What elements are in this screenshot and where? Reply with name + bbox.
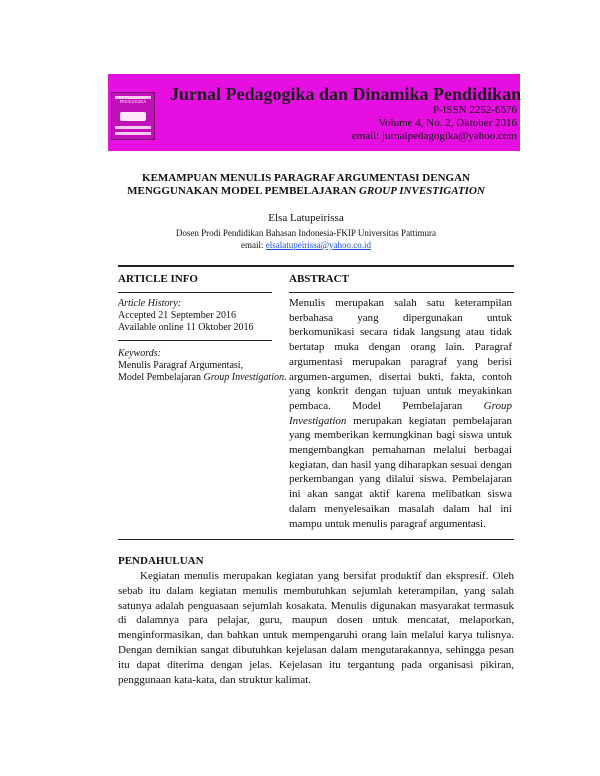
journal-logo <box>111 92 155 140</box>
divider-abstract <box>289 292 514 293</box>
paper-title-line2: MENGGUNAKAN MODEL PEMBELAJARAN GROUP INVESTIGATION <box>127 185 485 197</box>
journal-email: email: jurnalpedagogika@yahoo.com <box>351 130 517 142</box>
author-email: email: elsalatupeirissa@yahoo.co.id <box>240 240 371 250</box>
divider-bottom <box>118 539 514 540</box>
journal-volume: Volume 4, No. 2, Oktober 2016 <box>378 117 517 129</box>
divider-top <box>118 265 514 267</box>
available-date: Available online 11 Oktober 2016 <box>118 322 254 333</box>
pendahuluan-heading: PENDAHULUAN <box>118 555 204 567</box>
history-label: Article History: <box>118 298 182 309</box>
author-email-link[interactable]: elsalatupeirissa@yahoo.co.id <box>265 240 371 250</box>
keywords-label: Keywords: <box>118 348 161 359</box>
journal-logo-text: PEDAGOGIKA <box>119 99 147 104</box>
paper-title-line1: KEMAMPUAN MENULIS PARAGRAF ARGUMENTASI DENGAN <box>142 172 470 184</box>
journal-title: Jurnal Pedagogika dan Dinamika Pendidikan <box>170 84 522 104</box>
article-history <box>118 298 254 334</box>
divider-info <box>118 292 272 293</box>
keywords <box>118 348 288 384</box>
keyword-2: Model Pembelajaran Group Investigation. <box>118 372 287 383</box>
abstract-heading: ABSTRACT <box>289 273 349 285</box>
article-info-heading: ARTICLE INFO <box>118 273 198 285</box>
journal-info <box>352 104 517 143</box>
paper-title <box>100 172 512 198</box>
accepted-date: Accepted 21 September 2016 <box>118 310 237 321</box>
keyword-1: Menulis Paragraf Argumentasi, <box>118 360 244 371</box>
divider-history <box>118 340 272 341</box>
pendahuluan-text: Kegiatan menulis merupakan kegiatan yang bersifat produktif dan ekspresif. Oleh sebab itu dalam kegiatan menulis membutuhkan sejumlah keterampilan, yang salah satunya adalah penguasaan sejumlah kosakata. Menulis digunakan masyarakat termasuk di dalamnya para pelajar, guru, maupun dosen untuk mencatat, melaporkan, menginformasikan, dan bahkan untuk mempengaruhi orang lain melalui karya tulisnya. Dengan demikian sangat dibutuhkan kejelasan dalam mengutarakannya, sehingga pesan itu dapat diterima dengan jelas. Kejelasan itu tergantung pada organisasi pikiran, penggunaan kata-kata, dan struktur kalimat. <box>118 570 514 686</box>
abstract-text: Menulis merupakan salah satu keterampilan berbahasa yang dipergunakan untuk berkomunikasi secara tidak langsung atau tidak bertatap muka dengan orang lain. Paragraf argumentasi merupakan paragraf yang berisi argumen-argumen, disertai bukti, fakta, contoh yang konkrit dengan tujuan untuk meyakinkan pembaca. Model Pembelajaran Group Investigation merupakan kegiatan pembelajaran yang memberikan kemungkinan bagi siswa untuk mengembangkan pemahaman melalui berbagai kegiatan, dan hasil yang diharapkan sesuai dengan perkembangan yang dilalui siswa. Pembelajaran ini akan sangat aktif karena melibatkan siswa dalam menyelesaikan masalah dalam hal ini mampu untuk menulis paragraf argumentasi. <box>289 297 512 530</box>
journal-issn: P-ISSN 2252-6676 <box>432 104 517 116</box>
author-name: Elsa Latupeirissa <box>268 212 344 224</box>
author-affiliation: Dosen Prodi Pendidikan Bahasan Indonesia-FKIP Universitas Pattimura <box>175 228 437 238</box>
